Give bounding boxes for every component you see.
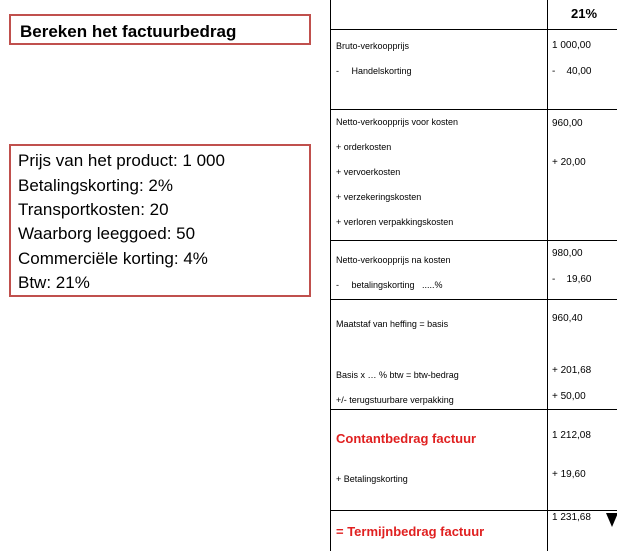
given-item: Betalingskorting: 2% [18, 176, 173, 195]
title: Bereken het factuurbedrag [20, 22, 237, 41]
label-vervoerkosten: + vervoerkosten [336, 167, 401, 177]
given-item: Waarborg leeggoed: 50 [18, 224, 196, 243]
row-divider [330, 409, 617, 410]
label-orderkosten: + orderkosten [336, 142, 392, 152]
given-item: Btw: 21% [18, 273, 90, 292]
given-item: Commerciële korting: 4% [18, 249, 208, 268]
label-maatstaf: Maatstaf van heffing = basis [336, 319, 449, 329]
table-border-left [330, 0, 331, 551]
label-verzekering: + verzekeringskosten [336, 192, 422, 202]
label-basis-btw: Basis x … % btw = btw-bedrag [336, 370, 459, 380]
label-handelskorting: - Handelskorting [336, 66, 412, 76]
given-item: Prijs van het product: 1 000 [18, 151, 225, 170]
value-betalingskorting: - 19,60 [552, 274, 592, 285]
label-netto-na: Netto-verkoopprijs na kosten [336, 255, 451, 265]
title-box [9, 14, 311, 45]
value-contant: 1 212,08 [552, 430, 591, 441]
given-data-box [9, 144, 311, 297]
value-kosten: + 20,00 [552, 157, 586, 168]
label-plus-betalingskorting: + Betalingskorting [336, 474, 408, 484]
value-maatstaf: 960,40 [552, 313, 583, 324]
value-btw: + 201,68 [552, 365, 592, 376]
row-divider [330, 299, 617, 300]
row-divider [330, 510, 617, 511]
value-termijn: 1 231,68 [552, 512, 591, 523]
label-betalingskorting: - betalingskorting .....% [336, 280, 443, 290]
vat-header: 21% [571, 6, 598, 21]
label-terugstuur: +/- terugstuurbare verpakking [336, 395, 454, 405]
label-termijnbedrag: = Termijnbedrag factuur [336, 524, 485, 539]
value-verpakking: + 50,00 [552, 391, 586, 402]
value-handelskorting: - 40,00 [552, 66, 592, 77]
label-bruto: Bruto-verkoopprijs [336, 41, 410, 51]
label-contantbedrag: Contantbedrag factuur [336, 431, 477, 446]
value-netto-na: 980,00 [552, 248, 583, 259]
down-arrow-icon [606, 513, 617, 527]
label-netto-voor: Netto-verkoopprijs voor kosten [336, 117, 459, 127]
row-divider [330, 29, 617, 30]
row-divider [330, 109, 617, 110]
row-divider [330, 240, 617, 241]
value-bruto: 1 000,00 [552, 40, 591, 51]
value-netto-voor: 960,00 [552, 118, 583, 129]
table-border-mid [547, 0, 548, 551]
value-plus-betaling: + 19,60 [552, 469, 586, 480]
label-verpakking: + verloren verpakkingskosten [336, 217, 454, 227]
given-item: Transportkosten: 20 [18, 200, 169, 219]
